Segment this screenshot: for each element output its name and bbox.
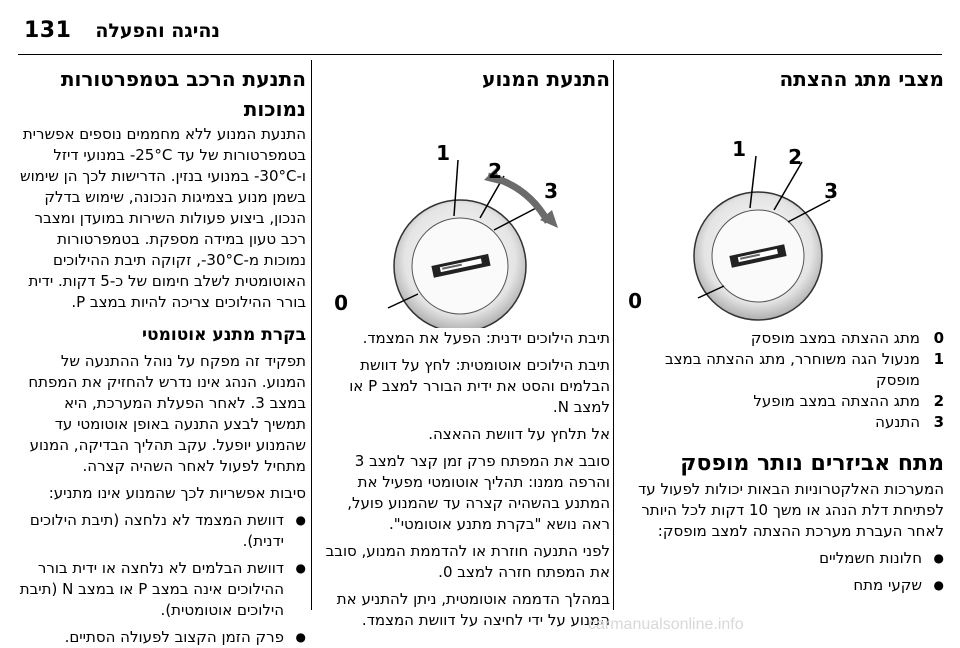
- list-item: ● שקעי מתח: [622, 575, 944, 596]
- position-text: מתג ההצתה במצב מופסק: [750, 329, 920, 347]
- page-header: [0, 0, 960, 58]
- watermark: carmanualsonline.info: [588, 616, 744, 633]
- paragraph: סיבות אפשריות לכך שהמנוע אינו מתניע:: [48, 484, 306, 502]
- list-item: ● דוושת הבלמים לא נלחצה או ידית בורר ההילוכים אינה במצב P או במצב N (תיבת הילוכים אוטומטית).: [18, 558, 306, 621]
- label-1: 1: [436, 141, 450, 165]
- column-divider: [311, 60, 312, 610]
- paragraph: לפני התנעה חוזרת או להדממת המנוע, סובב את המפתח חזרה למצב 0.: [325, 542, 610, 581]
- position-item: [622, 391, 944, 412]
- paragraph: התנעת המנוע ללא מחממים נוספים אפשרית בטמפרטורות של עד ‎-25°C‎ במנועי דיזל ו-‎-30°C‎ במנועי בנזין. הדרישות לכך הן שימוש בשמן מנוע בצמיגות הנכונה, שימוש בדלק הנכון, ביצוע פעולות השירות במועדן ומצבר רכב טעון במידה מספקת. בטמפרטורות נמוכות מ-‎-30°C‎, זקוקה תיבת ההילוכים האוטומטית לשלב חימום של כ-5 דקות. ידית בורר ההילוכים צריכה להיות במצב P.: [19, 125, 306, 311]
- position-number: 1: [933, 350, 944, 368]
- column-ignition-positions: [622, 60, 944, 632]
- reasons-list: [18, 510, 306, 648]
- label-2: 2: [788, 145, 802, 169]
- paragraph: סובב את המפתח פרק זמן קצר למצב 3 והרפה ממנו: תהליך אוטומטי מפעיל את המתנע בהשהיה קצרה עד שהמנוע פועל, ראה נושא "בקרת מתנע אוטומטי".: [347, 452, 610, 533]
- label-0: 0: [628, 289, 642, 313]
- ignition-lock-figure: [622, 98, 944, 328]
- position-item: [622, 349, 944, 391]
- position-text: התנעה: [875, 413, 920, 431]
- accessory-list: [622, 548, 944, 596]
- label-3: 3: [544, 179, 558, 203]
- ignition-start-figure: [318, 98, 610, 328]
- label-2: 2: [488, 159, 502, 183]
- position-number: 0: [933, 329, 944, 347]
- page-number: 131: [24, 18, 72, 43]
- section-title-accessory-power: מתח אביזרים נותר מופסק: [680, 451, 944, 476]
- accessory-power-body: המערכות האלקטרוניות הבאות יכולות לפעול עד לפתיחת דלת הנהג או משך 10 דקות לכל היותר לאחר העברת מערכת ההצתה למצב מופסק:: [638, 480, 944, 540]
- running-title: נהיגה והפעלה: [95, 20, 220, 42]
- list-item: ● חלונות חשמליים: [622, 548, 944, 569]
- position-number: 3: [933, 413, 944, 431]
- list-item: ● דוושת המצמד לא נלחצה (תיבת הילוכים ידנית).: [18, 510, 306, 552]
- column-engine-start: [318, 60, 610, 632]
- paragraph: במהלך הדממה אוטומטית, ניתן להתניע את המנוע על ידי לחיצה על דוושת המצמד.: [336, 590, 610, 629]
- paragraph: תפקיד זה מפקח על נוהל ההתנעה של המנוע. הנהג אינו נדרש להחזיק את המפתח במצב 3. לאחר הפעלת המערכת, היא תמשיך לבצע התנעה באופן אוטומטי עד שהמנוע יופעל. עקב תהליך הבדיקה, המנוע מתחיל לפעול לאחר השהיה קצרה.: [28, 352, 306, 475]
- list-item: ● פרק הזמן הקצוב לפעולה הסתיים.: [18, 627, 306, 648]
- label-0: 0: [334, 291, 348, 315]
- position-text: מנעול הגה משוחרר, מתג ההצתה במצב מופסק: [664, 350, 920, 389]
- label-1: 1: [732, 137, 746, 161]
- column-divider: [613, 60, 614, 610]
- label-3: 3: [824, 179, 838, 203]
- position-item: [622, 412, 944, 433]
- position-text: מתג ההצתה במצב מופעל: [753, 392, 920, 410]
- paragraph: אל תלחץ על דוושת ההאצה.: [428, 425, 610, 443]
- section-title-cold-start: התנעת הרכב בטמפרטורות נמוכות: [60, 67, 306, 121]
- paragraph: תיבת הילוכים ידנית: הפעל את המצמד.: [362, 329, 610, 347]
- section-title-ignition-positions: מצבי מתג ההצתה: [779, 67, 944, 91]
- section-title-auto-starter: בקרת מתנע אוטומטי: [142, 325, 306, 345]
- position-item: [622, 328, 944, 349]
- paragraph: תיבת הילוכים אוטומטית: לחץ על דוושת הבלמים והסט את ידית הבורר למצב P או למצב N.: [349, 356, 610, 416]
- position-number: 2: [933, 392, 944, 410]
- column-cold-start: [18, 60, 306, 646]
- section-title-engine-start: התנעת המנוע: [482, 67, 610, 91]
- header-rule: [18, 54, 942, 55]
